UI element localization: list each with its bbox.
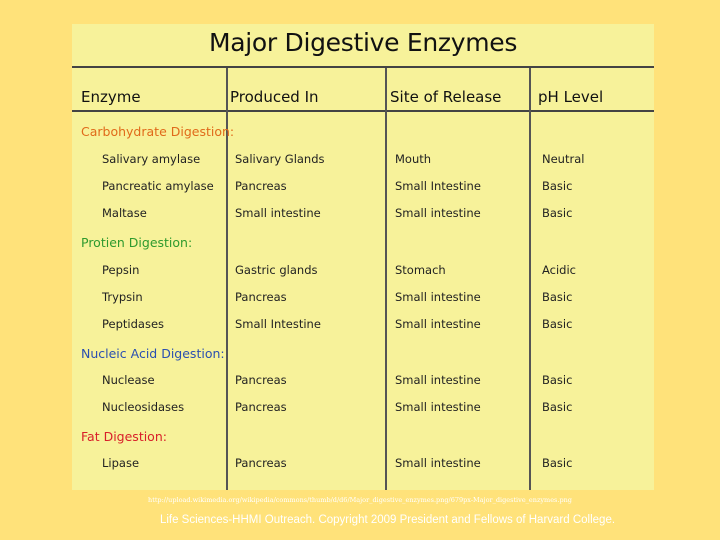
site-cell: Stomach bbox=[395, 263, 446, 277]
enzyme-cell: Pepsin bbox=[102, 263, 140, 277]
ph-cell: Acidic bbox=[542, 263, 577, 277]
produced-in-cell: Gastric glands bbox=[235, 263, 318, 277]
section-heading: Carbohydrate Digestion: bbox=[81, 124, 235, 139]
section-heading: Nucleic Acid Digestion: bbox=[81, 346, 225, 361]
produced-in-cell: Pancreas bbox=[235, 456, 287, 470]
header-produced-in: Produced In bbox=[230, 88, 319, 106]
site-cell: Small intestine bbox=[395, 456, 481, 470]
enzyme-cell: Nucleosidases bbox=[102, 400, 185, 414]
produced-in-cell: Pancreas bbox=[235, 290, 287, 304]
section-heading: Fat Digestion: bbox=[81, 429, 167, 444]
produced-in-cell: Pancreas bbox=[235, 179, 287, 193]
enzyme-cell: Salivary amylase bbox=[102, 152, 201, 166]
enzyme-table-panel bbox=[72, 24, 654, 490]
enzyme-cell: Nuclease bbox=[102, 373, 155, 387]
header-site-of-release: Site of Release bbox=[390, 88, 502, 106]
ph-cell: Basic bbox=[542, 290, 573, 304]
produced-in-cell: Pancreas bbox=[235, 400, 287, 414]
ph-cell: Basic bbox=[542, 456, 573, 470]
enzyme-cell: Peptidases bbox=[102, 317, 165, 331]
enzyme-cell: Trypsin bbox=[102, 290, 143, 304]
column-divider bbox=[385, 68, 387, 490]
site-cell: Small intestine bbox=[395, 290, 481, 304]
header-top-rule bbox=[72, 66, 654, 68]
source-url: http://upload.wikimedia.org/wikipedia/commons/thumb/d/d6/Major_digestive_enzymes.png/679px-Major_digestive_enzymes.png bbox=[148, 496, 572, 504]
enzyme-cell: Lipase bbox=[102, 456, 140, 470]
ph-cell: Basic bbox=[542, 373, 573, 387]
site-cell: Mouth bbox=[395, 152, 432, 166]
header-enzyme: Enzyme bbox=[81, 88, 141, 106]
produced-in-cell: Small Intestine bbox=[235, 317, 321, 331]
column-divider bbox=[529, 68, 531, 490]
table-title: Major Digestive Enzymes bbox=[208, 28, 518, 57]
site-cell: Small intestine bbox=[395, 206, 481, 220]
header-bottom-rule bbox=[72, 110, 654, 112]
section-heading: Protien Digestion: bbox=[81, 235, 193, 250]
site-cell: Small intestine bbox=[395, 317, 481, 331]
enzyme-cell: Maltase bbox=[102, 206, 147, 220]
site-cell: Small Intestine bbox=[395, 179, 481, 193]
produced-in-cell: Pancreas bbox=[235, 373, 287, 387]
site-cell: Small intestine bbox=[395, 400, 481, 414]
produced-in-cell: Small intestine bbox=[235, 206, 321, 220]
ph-cell: Basic bbox=[542, 206, 573, 220]
enzyme-cell: Pancreatic amylase bbox=[102, 179, 214, 193]
header-ph-level: pH Level bbox=[538, 88, 604, 106]
ph-cell: Basic bbox=[542, 317, 573, 331]
copyright-footer: Life Sciences-HHMI Outreach. Copyright 2009 President and Fellows of Harvard College. bbox=[159, 514, 616, 526]
produced-in-cell: Salivary Glands bbox=[235, 152, 325, 166]
ph-cell: Basic bbox=[542, 179, 573, 193]
site-cell: Small intestine bbox=[395, 373, 481, 387]
ph-cell: Basic bbox=[542, 400, 573, 414]
ph-cell: Neutral bbox=[542, 152, 585, 166]
